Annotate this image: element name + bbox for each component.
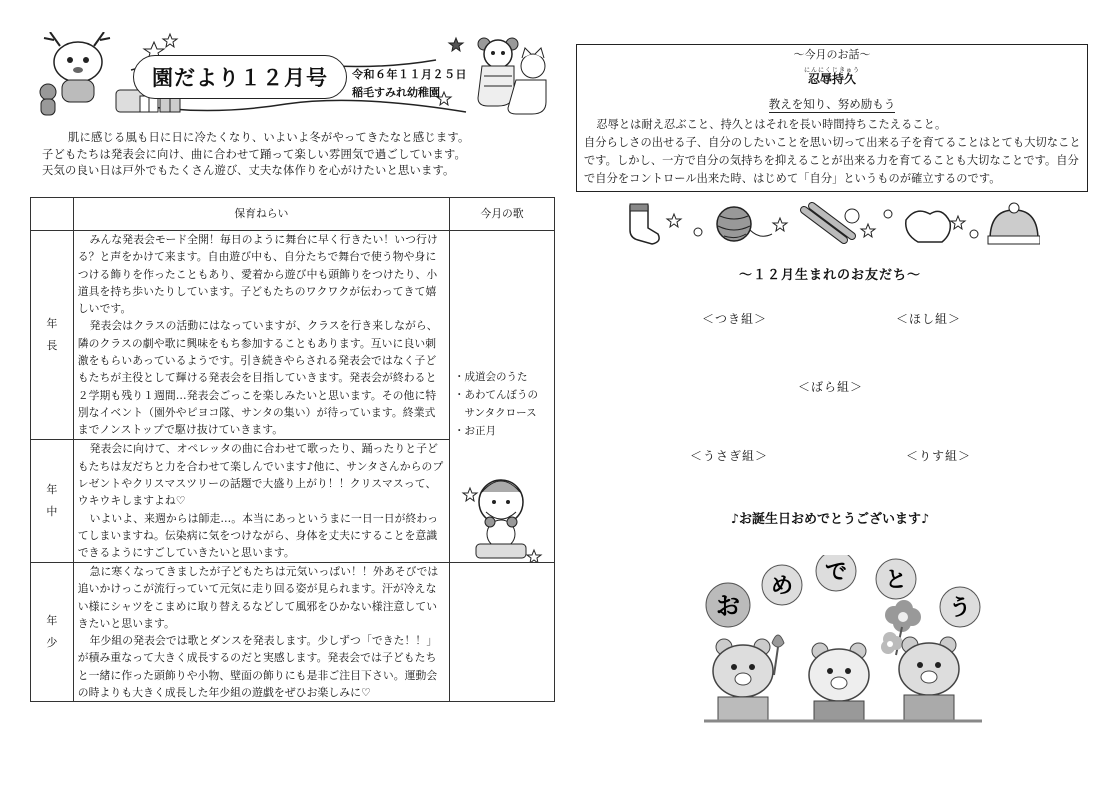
story-body: 忍辱とは耐え忍ぶこと、持久とはそれを長い時間持ちこたえること。 自分らしさの出せる子、自分のしたいことを思い切って出来る子を育てることはとても大切なことです。しかし、一方で自分の気持ちを抑えることが出来る力を育てることも大切なことです。自分で自分をコントロール出来た時、はじめて「自分」というものが確立するのです。 <box>584 118 1081 185</box>
intro-line: 肌に感じる風も日に日に冷たくなり、いよいよ冬がやってきたなと感じます。 <box>67 131 470 144</box>
song-item: ・お正月 <box>454 425 497 437</box>
goal-text-senior: みんな発表会モード全開！毎日のように舞台に早く行きたい！いつ行ける？と声をかけて来ます。自由遊び中も、自分たちで舞台で使う物や身につける飾りを作ったこともあり、愛着から遊び中も頭飾りをつけたり、小道具を持ち歩いたりしています。子どもたちのワクワクが伝わってきて嬉しいです。 発表会はクラスの活動にはなっていますが、クラスを行き来しながら、隣のクラスの劇や歌に興味をもち参加することもあります。互いに良い刺激をもらいあっているようです。引き続きやらされる発表会ではなく子どもたちが主役として輝ける発表会を目指していきます。発表会が終わると２学期も残り１週間…発表会ごっこを楽しみたいと思います。その他に特別なイベント（園外やピヨコ隊、サンタの集い）が待っています。終業式までノンストップで駆け抜けていきます。 <box>73 231 449 440</box>
svg-text:め: め <box>770 574 794 599</box>
song-cell-empty <box>450 563 555 702</box>
sock-icon <box>630 204 659 244</box>
svg-text:で: で <box>824 560 848 585</box>
birthday-congrats: ♪お誕生日おめでとうございます♪ <box>730 512 930 527</box>
celebration-letter-de <box>816 555 856 591</box>
celebration-letter-u <box>940 587 980 627</box>
class-hoshi: ＜ほし組＞ <box>896 312 962 326</box>
song-cell <box>450 231 555 563</box>
childcare-plan-table <box>30 197 555 702</box>
svg-text:と: と <box>884 568 908 593</box>
mitten-icon <box>906 211 951 242</box>
gingerbread-icon <box>40 84 56 115</box>
story-idiom: 忍辱持久 <box>807 72 856 86</box>
age-label-senior: 年 長 <box>31 231 74 440</box>
intro-text <box>42 130 562 180</box>
bear-left <box>713 639 773 721</box>
santa-bear-illustration <box>456 472 546 562</box>
celebration-letter-o <box>706 583 750 627</box>
dot-icon <box>884 210 892 218</box>
class-bara: ＜ばら組＞ <box>798 380 864 394</box>
table-header-row <box>31 198 555 231</box>
star-icon <box>861 224 875 237</box>
story-heading: ～今月のお話～ <box>793 48 871 61</box>
song-item: ・あわてんぼうの <box>454 389 539 401</box>
svg-text:お: お <box>716 592 740 620</box>
song-item: サンタクロース <box>454 407 537 419</box>
dot-icon <box>970 230 978 238</box>
birthday-heading: ～１２月生まれのお友だち～ <box>738 268 921 283</box>
school-name: 稲毛すみれ幼稚園 <box>352 86 440 99</box>
issue-date: 令和６年１１月２５日 <box>352 68 467 81</box>
celebration-letter-me <box>762 565 802 605</box>
header-goals: 保育ねらい <box>73 198 449 231</box>
yarn-ball-icon <box>717 207 772 241</box>
bear-right <box>899 637 959 721</box>
class-usagi: ＜うさぎ組＞ <box>690 449 769 463</box>
bear-center <box>809 643 869 721</box>
tulip-icon <box>772 635 784 675</box>
intro-line: 子どもたちは発表会に向け、曲に合わせて踊って楽しい雰囲気で過ごしています。 <box>42 147 467 161</box>
celebration-letter-to <box>876 559 916 599</box>
header-blank <box>31 198 74 231</box>
story-subtitle: 教えを知り、努め励もう <box>768 97 896 111</box>
class-risu: ＜りす組＞ <box>906 449 972 463</box>
svg-text:う: う <box>948 596 972 621</box>
star-icon <box>773 218 787 231</box>
age-label-middle: 年 中 <box>31 440 74 563</box>
winter-decoration-row <box>622 200 1040 248</box>
table-row <box>31 563 555 702</box>
star-icon <box>163 34 177 47</box>
age-label-junior: 年 少 <box>31 563 74 702</box>
idiom-reading: にんにくじきゅう <box>803 67 860 74</box>
newsletter-title: 園だより１２月号 <box>133 55 347 99</box>
table-row <box>31 231 555 440</box>
star-icon <box>951 216 965 229</box>
monthly-story-box <box>576 44 1088 192</box>
goal-text-middle: 発表会に向けて、オペレッタの曲に合わせて歌ったり、踊ったりと子どもたちは友だちと力を合わせて楽しんでいます♪他に、サンタさんからのプレゼントやクリスマスツリーの話題で大盛り上がり！！クリスマスって、ウキウキしますよね♡ いよいよ、来週からは師走…。本当にあっというまに一日一日が終わってしまいますね。伝染病に気をつけながら、身体を丈夫にすることを意識できるようにすごしていきたいと思います。 <box>73 440 449 563</box>
song-list <box>450 368 554 440</box>
intro-line: 天気の良い日は戸外でもたくさん遊び、丈夫な体作りを心がけたいと思います。 <box>42 164 455 177</box>
star-icon <box>667 214 681 227</box>
goal-text-junior: 急に寒くなってきましたが子どもたちは元気いっぱい！！外あそびでは追いかけっこが流行っていて元気に走り回る姿が見られます。汗が冷えない様にシャツをこまめに取り替えるなどして風邪をひかない様注意していきたいと思います。 年少組の発表会では歌とダンスを発表します。少しずつ「できた！！」が積み重なって大きく成長するのだと実感します。発表会では子どもたちと一緒に作った頭飾りや小物、壁面の飾りにも是非ご注目下さい。運動会の時よりも大きく成長した年少組の遊戯をぜひお楽しみに♡ <box>73 563 449 702</box>
scarf-icon <box>804 206 859 240</box>
class-tsuki: ＜つき組＞ <box>702 312 768 326</box>
knit-hat-icon <box>988 203 1040 244</box>
header-songs: 今月の歌 <box>450 198 555 231</box>
dot-icon <box>694 228 702 236</box>
celebration-bears-illustration <box>690 555 990 730</box>
snowflake-icon <box>449 38 463 51</box>
song-item: ・成道会のうた <box>454 371 528 383</box>
